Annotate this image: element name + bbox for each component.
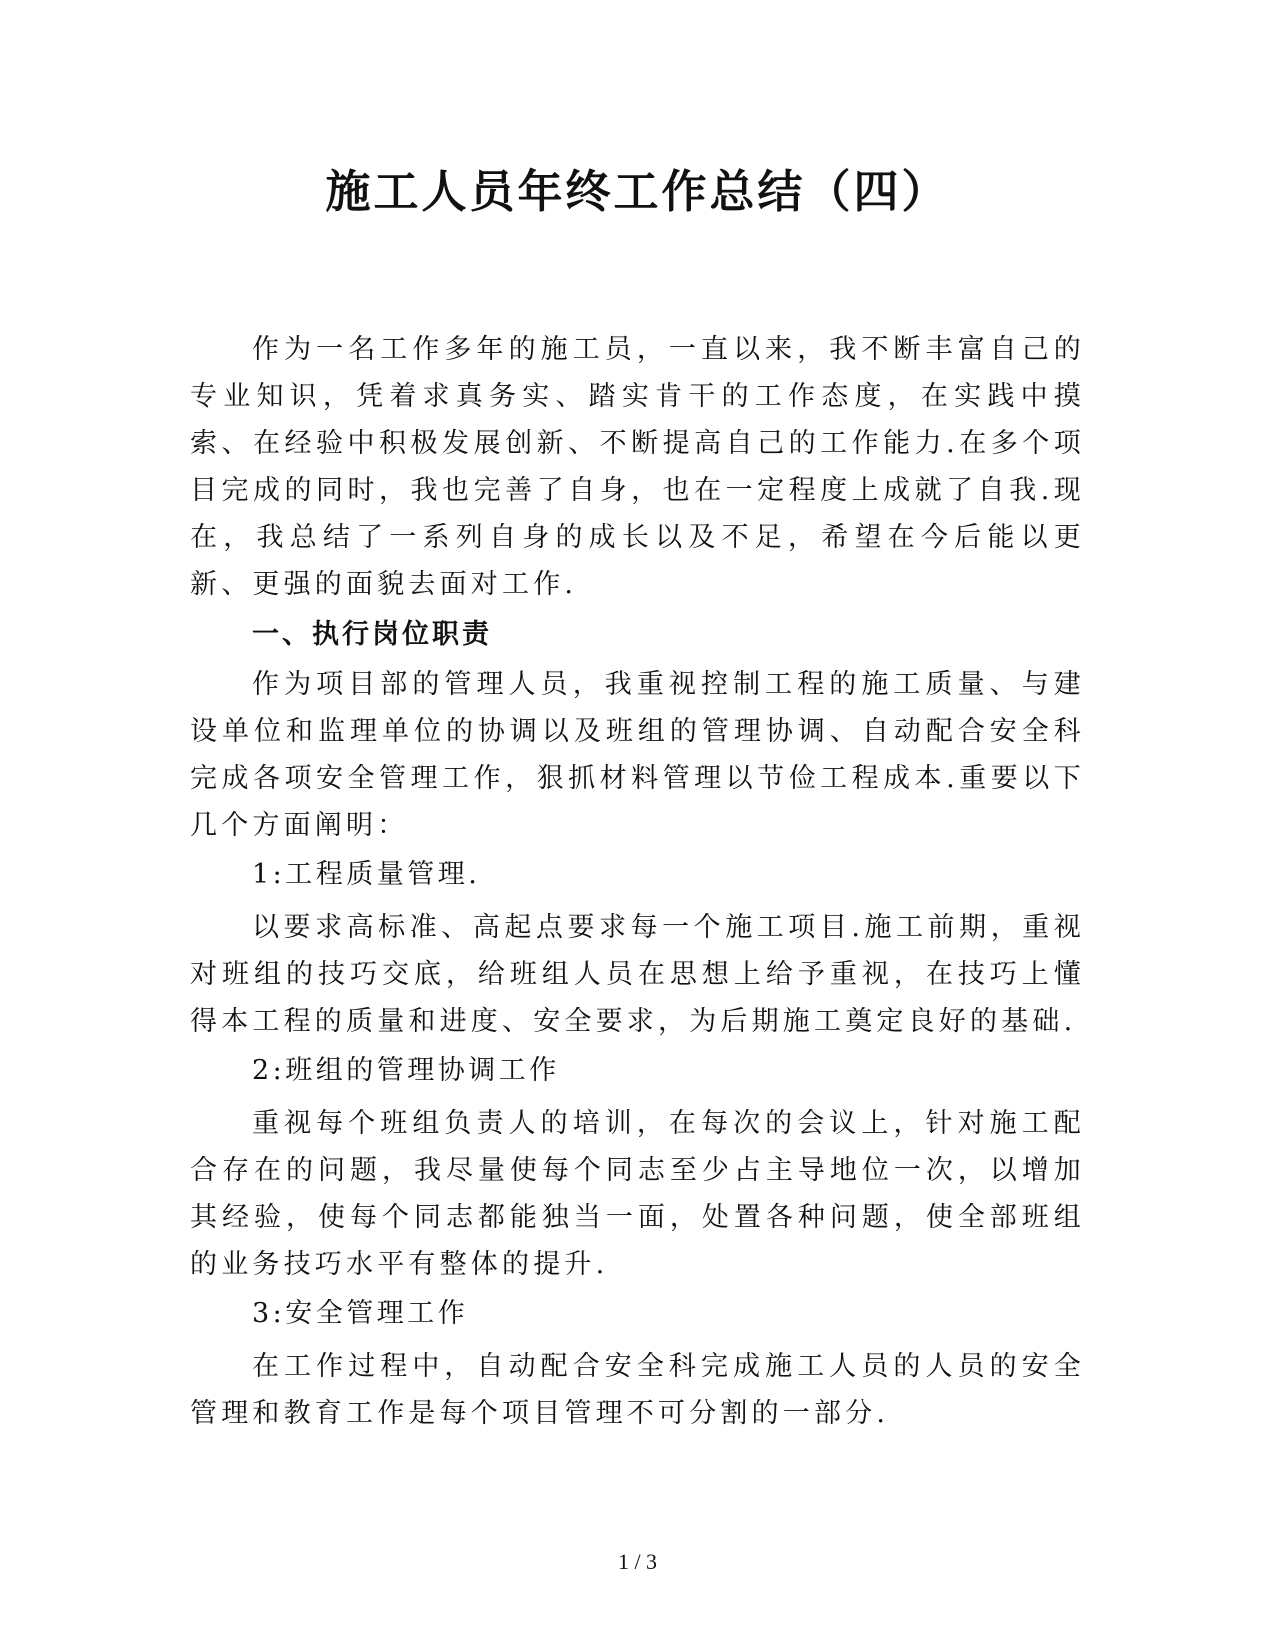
team-paragraph: 重视每个班组负责人的培训，在每次的会议上，针对施工配合存在的问题，我尽量使每个同志至少占主导地位一次，以增加其经验，使每个同志都能独当一面，处置各种问题，使全部班组的业务技巧水平有整体的提升. xyxy=(190,1108,1085,1280)
subheading-team-coordination: 2:班组的管理协调工作 xyxy=(252,1055,560,1086)
subheading-quality-management: 1:工程质量管理. xyxy=(252,859,481,890)
section-heading-duties: 一、执行岗位职责 xyxy=(252,619,492,650)
subheading-safety-management: 3:安全管理工作 xyxy=(252,1298,469,1329)
intro-paragraph: 作为一名工作多年的施工员，一直以来，我不断丰富自己的专业知识，凭着求真务实、踏实肯干的工作态度，在实践中摸索、在经验中积极发展创新、不断提高自己的工作能力.在多个项目完成的同时，我也完善了自身，也在一定程度上成就了自我.现在，我总结了一系列自身的成长以及不足，希望在今后能以更新、更强的面貌去面对工作. xyxy=(190,334,1085,600)
quality-paragraph: 以要求高标准、高起点要求每一个施工项目.施工前期，重视对班组的技巧交底，给班组人员在思想上给予重视，在技巧上懂得本工程的质量和进度、安全要求，为后期施工奠定良好的基础. xyxy=(190,912,1085,1037)
page-number: 1 / 3 xyxy=(617,1549,658,1574)
duties-paragraph: 作为项目部的管理人员，我重视控制工程的施工质量、与建设单位和监理单位的协调以及班组的管理协调、自动配合安全科完成各项安全管理工作，狠抓材料管理以节俭工程成本.重要以下几个方面阐明： xyxy=(190,669,1085,841)
document-title: 施工人员年终工作总结（四） xyxy=(325,165,950,218)
document-body xyxy=(190,326,1085,1439)
safety-paragraph: 在工作过程中，自动配合安全科完成施工人员的人员的安全管理和教育工作是每个项目管理不可分割的一部分. xyxy=(190,1351,1085,1429)
